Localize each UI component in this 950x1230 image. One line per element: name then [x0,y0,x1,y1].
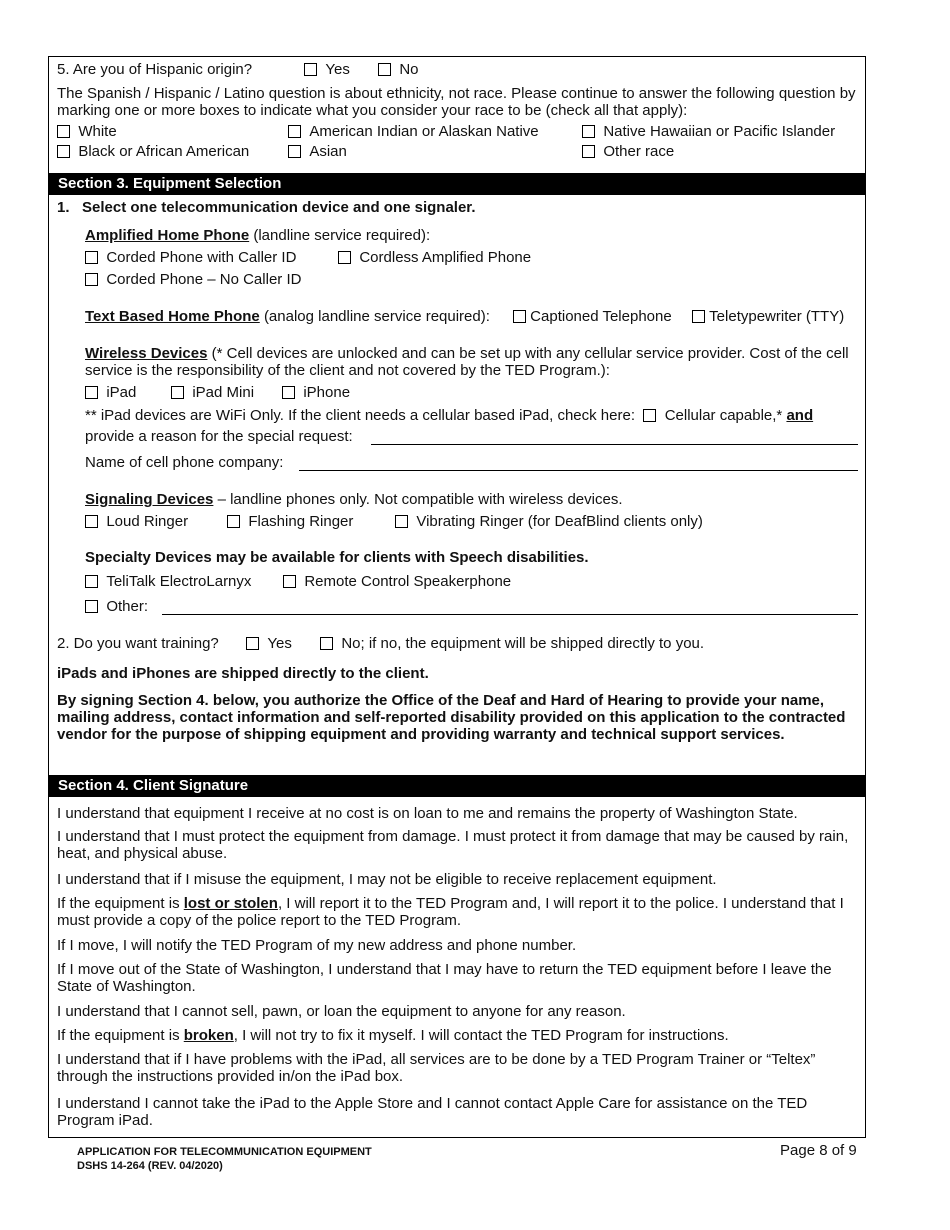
other-device-label: Other: [106,598,149,615]
race-other-checkbox[interactable] [582,145,595,158]
race-asian-label: Asian [309,143,347,160]
vibrating-ringer-checkbox[interactable] [395,515,408,528]
race-white-option[interactable] [57,123,117,141]
reason-input-line[interactable] [371,444,858,445]
q5-yes-option[interactable] [304,61,350,79]
race-black-option[interactable] [57,143,249,161]
s4-statement-4 [57,895,857,929]
corded-caller-id-label: Corded Phone with Caller ID [106,249,297,266]
s3-q1-number: 1. [57,199,70,216]
section4-header: Section 4. Client Signature [49,775,865,797]
section3-header: Section 3. Equipment Selection [49,173,865,195]
footer-page-number: Page 8 of 9 [780,1142,857,1159]
vibrating-ringer-label: Vibrating Ringer (for DeafBlind clients only) [416,513,703,530]
q5-no-label: No [399,61,419,78]
text-phone-note: (analog landline service required): [263,308,490,325]
s4-statement-6: If I move out of the State of Washington, I understand that I may have to return the TED equipment before I leave the State of Washington. [57,961,832,995]
ipad-wifi-note [85,407,813,425]
training-yes-option[interactable] [246,635,292,653]
s4-statement-9: I understand that if I have problems with the iPad, all services are to be done by a TED Program Trainer or “Teltex” through the instructions provided in/on the iPad box. [57,1051,816,1085]
q5-yes-checkbox[interactable] [304,63,317,76]
captioned-checkbox[interactable] [513,310,526,323]
race-asian-checkbox[interactable] [288,145,301,158]
s4-statement-4-post: , I will report it to the TED Program and, I will report it to the police. I understand that I must provide a copy of the police report to the TED Program. [57,895,844,929]
race-american-indian-checkbox[interactable] [288,125,301,138]
race-asian-option[interactable] [288,143,347,161]
s4-statement-8-post: , I will not try to fix it myself. I will contact the TED Program for instructions. [233,1027,729,1044]
corded-caller-id-checkbox[interactable] [85,251,98,264]
loud-ringer-option[interactable] [85,513,188,531]
cell-company-label: Name of cell phone company: [85,454,284,471]
race-native-hawaiian-checkbox[interactable] [582,125,595,138]
race-american-indian-label: American Indian or Alaskan Native [309,123,539,140]
s3-q1-text: Select one telecommunication device and one signaler. [82,199,476,216]
q5-no-option[interactable] [378,61,419,79]
race-native-hawaiian-label: Native Hawaiian or Pacific Islander [603,123,836,140]
other-device-option[interactable] [85,598,148,616]
cellular-capable-label: Cellular capable,* [664,407,783,424]
vibrating-ringer-option[interactable] [395,513,703,531]
training-yes-checkbox[interactable] [246,637,259,650]
broken-emphasis: broken [183,1027,234,1044]
wireless-note: (* Cell devices are unlocked and can be set up with any cellular service provider. Cost of the cell service is the responsibility of the client and not covered by the TED Program.): [85,345,849,379]
reason-label: provide a reason for the special request: [85,428,353,445]
iphone-option[interactable] [282,384,350,402]
s4-statement-5: If I move, I will notify the TED Program of my new address and phone number. [57,937,577,954]
wireless-heading [85,345,857,379]
other-device-input-line[interactable] [162,614,858,615]
ipad-wifi-text: ** iPad devices are WiFi Only. If the client needs a cellular based iPad, check here: [85,407,635,424]
tty-option[interactable] [692,308,844,326]
corded-caller-id-option[interactable] [85,249,296,267]
ipad-mini-checkbox[interactable] [171,386,184,399]
captioned-label: Captioned Telephone [530,308,672,325]
cordless-amplified-checkbox[interactable] [338,251,351,264]
signaling-heading [85,491,623,509]
corded-no-caller-id-option[interactable] [85,271,301,289]
training-no-checkbox[interactable] [320,637,333,650]
telitalk-option[interactable] [85,573,251,591]
q5-hispanic-question [57,61,252,79]
remote-speakerphone-label: Remote Control Speakerphone [304,573,512,590]
other-device-checkbox[interactable] [85,600,98,613]
text-phone-title: Text Based Home Phone [85,308,260,325]
race-american-indian-option[interactable] [288,123,539,141]
cellular-capable-checkbox[interactable] [643,409,656,422]
ipad-mini-label: iPad Mini [192,384,255,401]
training-label: 2. Do you want training? [57,635,219,652]
iphone-checkbox[interactable] [282,386,295,399]
s3-q1 [57,199,476,217]
race-other-label: Other race [603,143,675,160]
race-white-label: White [78,123,117,140]
amplified-title: Amplified Home Phone [85,227,250,244]
loud-ringer-checkbox[interactable] [85,515,98,528]
tty-label: Teletypewriter (TTY) [709,308,845,325]
race-black-label: Black or African American [78,143,250,160]
cordless-amplified-label: Cordless Amplified Phone [359,249,532,266]
form-frame [48,56,866,1138]
training-question [57,635,219,653]
wireless-title: Wireless Devices [85,345,208,362]
tty-checkbox[interactable] [692,310,705,323]
s4-statement-10: I understand I cannot take the iPad to the Apple Store and I cannot contact Apple Care for assistance on the TED Program iPad. [57,1095,808,1129]
footer-form-title: APPLICATION FOR TELECOMMUNICATION EQUIPMENT [77,1146,372,1158]
captioned-option[interactable] [513,308,672,326]
amplified-note: (landline service required): [253,227,431,244]
lost-or-stolen-emphasis: lost or stolen [183,895,278,912]
race-white-checkbox[interactable] [57,125,70,138]
corded-no-caller-id-label: Corded Phone – No Caller ID [106,271,302,288]
s4-statement-3: I understand that if I misuse the equipment, I may not be eligible to receive replacement equipment. [57,871,717,888]
signaling-note: – landline phones only. Not compatible with wireless devices. [217,491,623,508]
signaling-title: Signaling Devices [85,491,214,508]
ipad-label: iPad [106,384,137,401]
remote-speakerphone-checkbox[interactable] [283,575,296,588]
q5-yes-label: Yes [325,61,350,78]
s4-statement-4-pre: If the equipment is [57,895,180,912]
training-no-label: No; if no, the equipment will be shipped directly to you. [341,635,705,652]
remote-speakerphone-option[interactable] [283,573,511,591]
training-no-option[interactable] [320,635,704,653]
race-intro: The Spanish / Hispanic / Latino question is about ethnicity, not race. Please continue to answer the following question by marking one or more boxes to indicate what you consider your race to be (check all that apply): [57,85,856,119]
s4-statement-8-pre: If the equipment is [57,1027,180,1044]
flashing-ringer-label: Flashing Ringer [248,513,354,530]
telitalk-label: TeliTalk ElectroLarnyx [106,573,252,590]
authorization-statement: By signing Section 4. below, you authorize the Office of the Deaf and Hard of Hearing to provide your name, mailing address, contact information and self-reported disability provided on this application to the contracted vendor for the purpose of shipping equipment and providing warranty and technical support services. [57,692,846,743]
s4-statement-1: I understand that equipment I receive at no cost is on loan to me and remains the property of Washington State. [57,805,798,822]
iphone-label: iPhone [303,384,351,401]
ipads-shipped-note: iPads and iPhones are shipped directly to the client. [57,665,429,682]
race-native-hawaiian-option[interactable] [582,123,835,141]
ipad-mini-option[interactable] [171,384,254,402]
race-black-checkbox[interactable] [57,145,70,158]
cell-company-input-line[interactable] [299,470,858,471]
race-other-option[interactable] [582,143,674,161]
footer-form-number: DSHS 14-264 (REV. 04/2020) [77,1160,223,1172]
flashing-ringer-option[interactable] [227,513,353,531]
s4-statement-7: I understand that I cannot sell, pawn, or loan the equipment to anyone for any reason. [57,1003,626,1020]
training-yes-label: Yes [267,635,292,652]
telitalk-checkbox[interactable] [85,575,98,588]
specialty-heading: Specialty Devices may be available for clients with Speech disabilities. [85,549,589,566]
q5-label: 5. Are you of Hispanic origin? [57,61,253,78]
ipad-option[interactable] [85,384,136,402]
loud-ringer-label: Loud Ringer [106,513,189,530]
corded-no-caller-id-checkbox[interactable] [85,273,98,286]
cordless-amplified-option[interactable] [338,249,531,267]
amplified-heading [85,227,430,245]
text-phone-heading [85,308,490,326]
and-label: and [786,407,814,424]
s4-statement-8 [57,1027,857,1044]
q5-no-checkbox[interactable] [378,63,391,76]
flashing-ringer-checkbox[interactable] [227,515,240,528]
s4-statement-2: I understand that I must protect the equipment from damage. I must protect it from damage that may be caused by rain, heat, and physical abuse. [57,828,849,862]
ipad-checkbox[interactable] [85,386,98,399]
